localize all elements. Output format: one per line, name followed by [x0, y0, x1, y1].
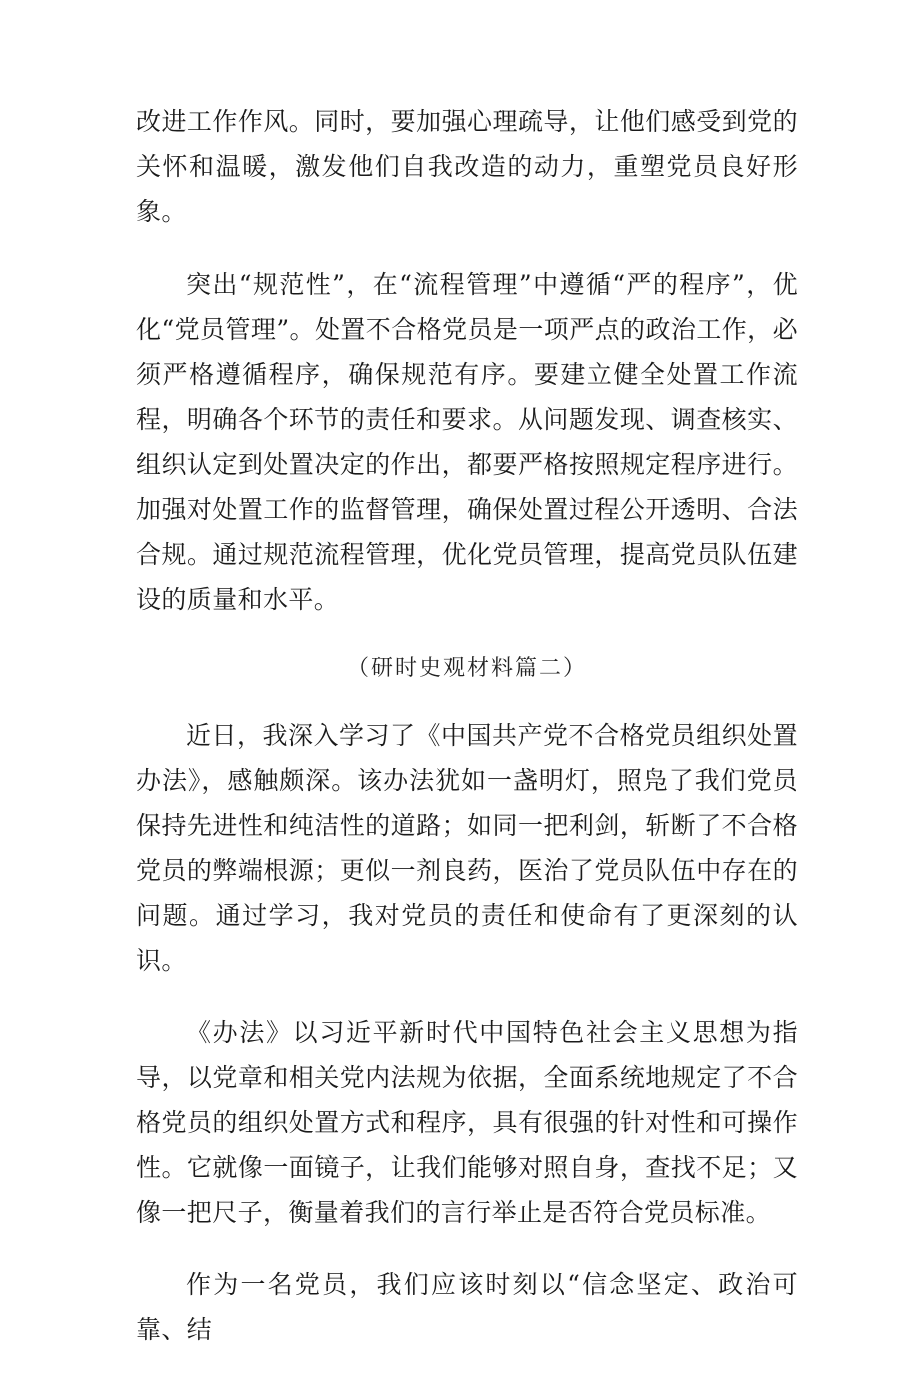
paragraph-standardization: 突出“规范性”，在“流程管理”中遵循“严的程序”，优化“党员管理”。处置不合格党员是一项严点的政治工作，必须严格遵循程序，确保规范有序。要建立健全处置工作流程，明确各个环节的责任和要求。从问题发现、调查核实、组织认定到处置决定的作出，都要严格按照规定程序进行。加强对处置工作的监督管理，确保处置过程公开透明、合法合规。通过规范流程管理，优化党员管理，提高党员队伍建设的质量和水平。: [136, 270, 798, 614]
section-title: （研时史观材料篇二）: [346, 656, 587, 681]
document-page: [136, 99, 798, 1379]
paragraph-continuation: 改进工作作风。同时，要加强心理疏导，让他们感受到党的关怀和温暖，激发他们自我改造的动力，重塑党员良好形象。: [136, 107, 798, 226]
paragraph-party-member-duty: 作为一名党员，我们应该时刻以“信念坚定、政治可靠、结: [136, 1270, 798, 1344]
paragraph-study-intro: 近日，我深入学习了《中国共产党不合格党员组织处置办法》，感触颇深。该办法犹如一盏明灯，照凫了我们党员保持先进性和纯洁性的道路；如同一把利剑，斩断了不合格党员的弊端根源；更似一剂良药，医治了党员队伍中存在的问题。通过学习，我对党员的责任和使命有了更深刻的认识。: [136, 721, 798, 975]
paragraph-measures-guidance: 《办法》以习近平新时代中国特色社会主义思想为指导，以党章和相关党内法规为依据，全面系统地规定了不合格党员的组织处置方式和程序，具有很强的针对性和可操作性。它就像一面镜子，让我们能够对照自身，查找不足；又像一把尺子，衡量着我们的言行举止是否符合党员标准。: [136, 1018, 798, 1227]
